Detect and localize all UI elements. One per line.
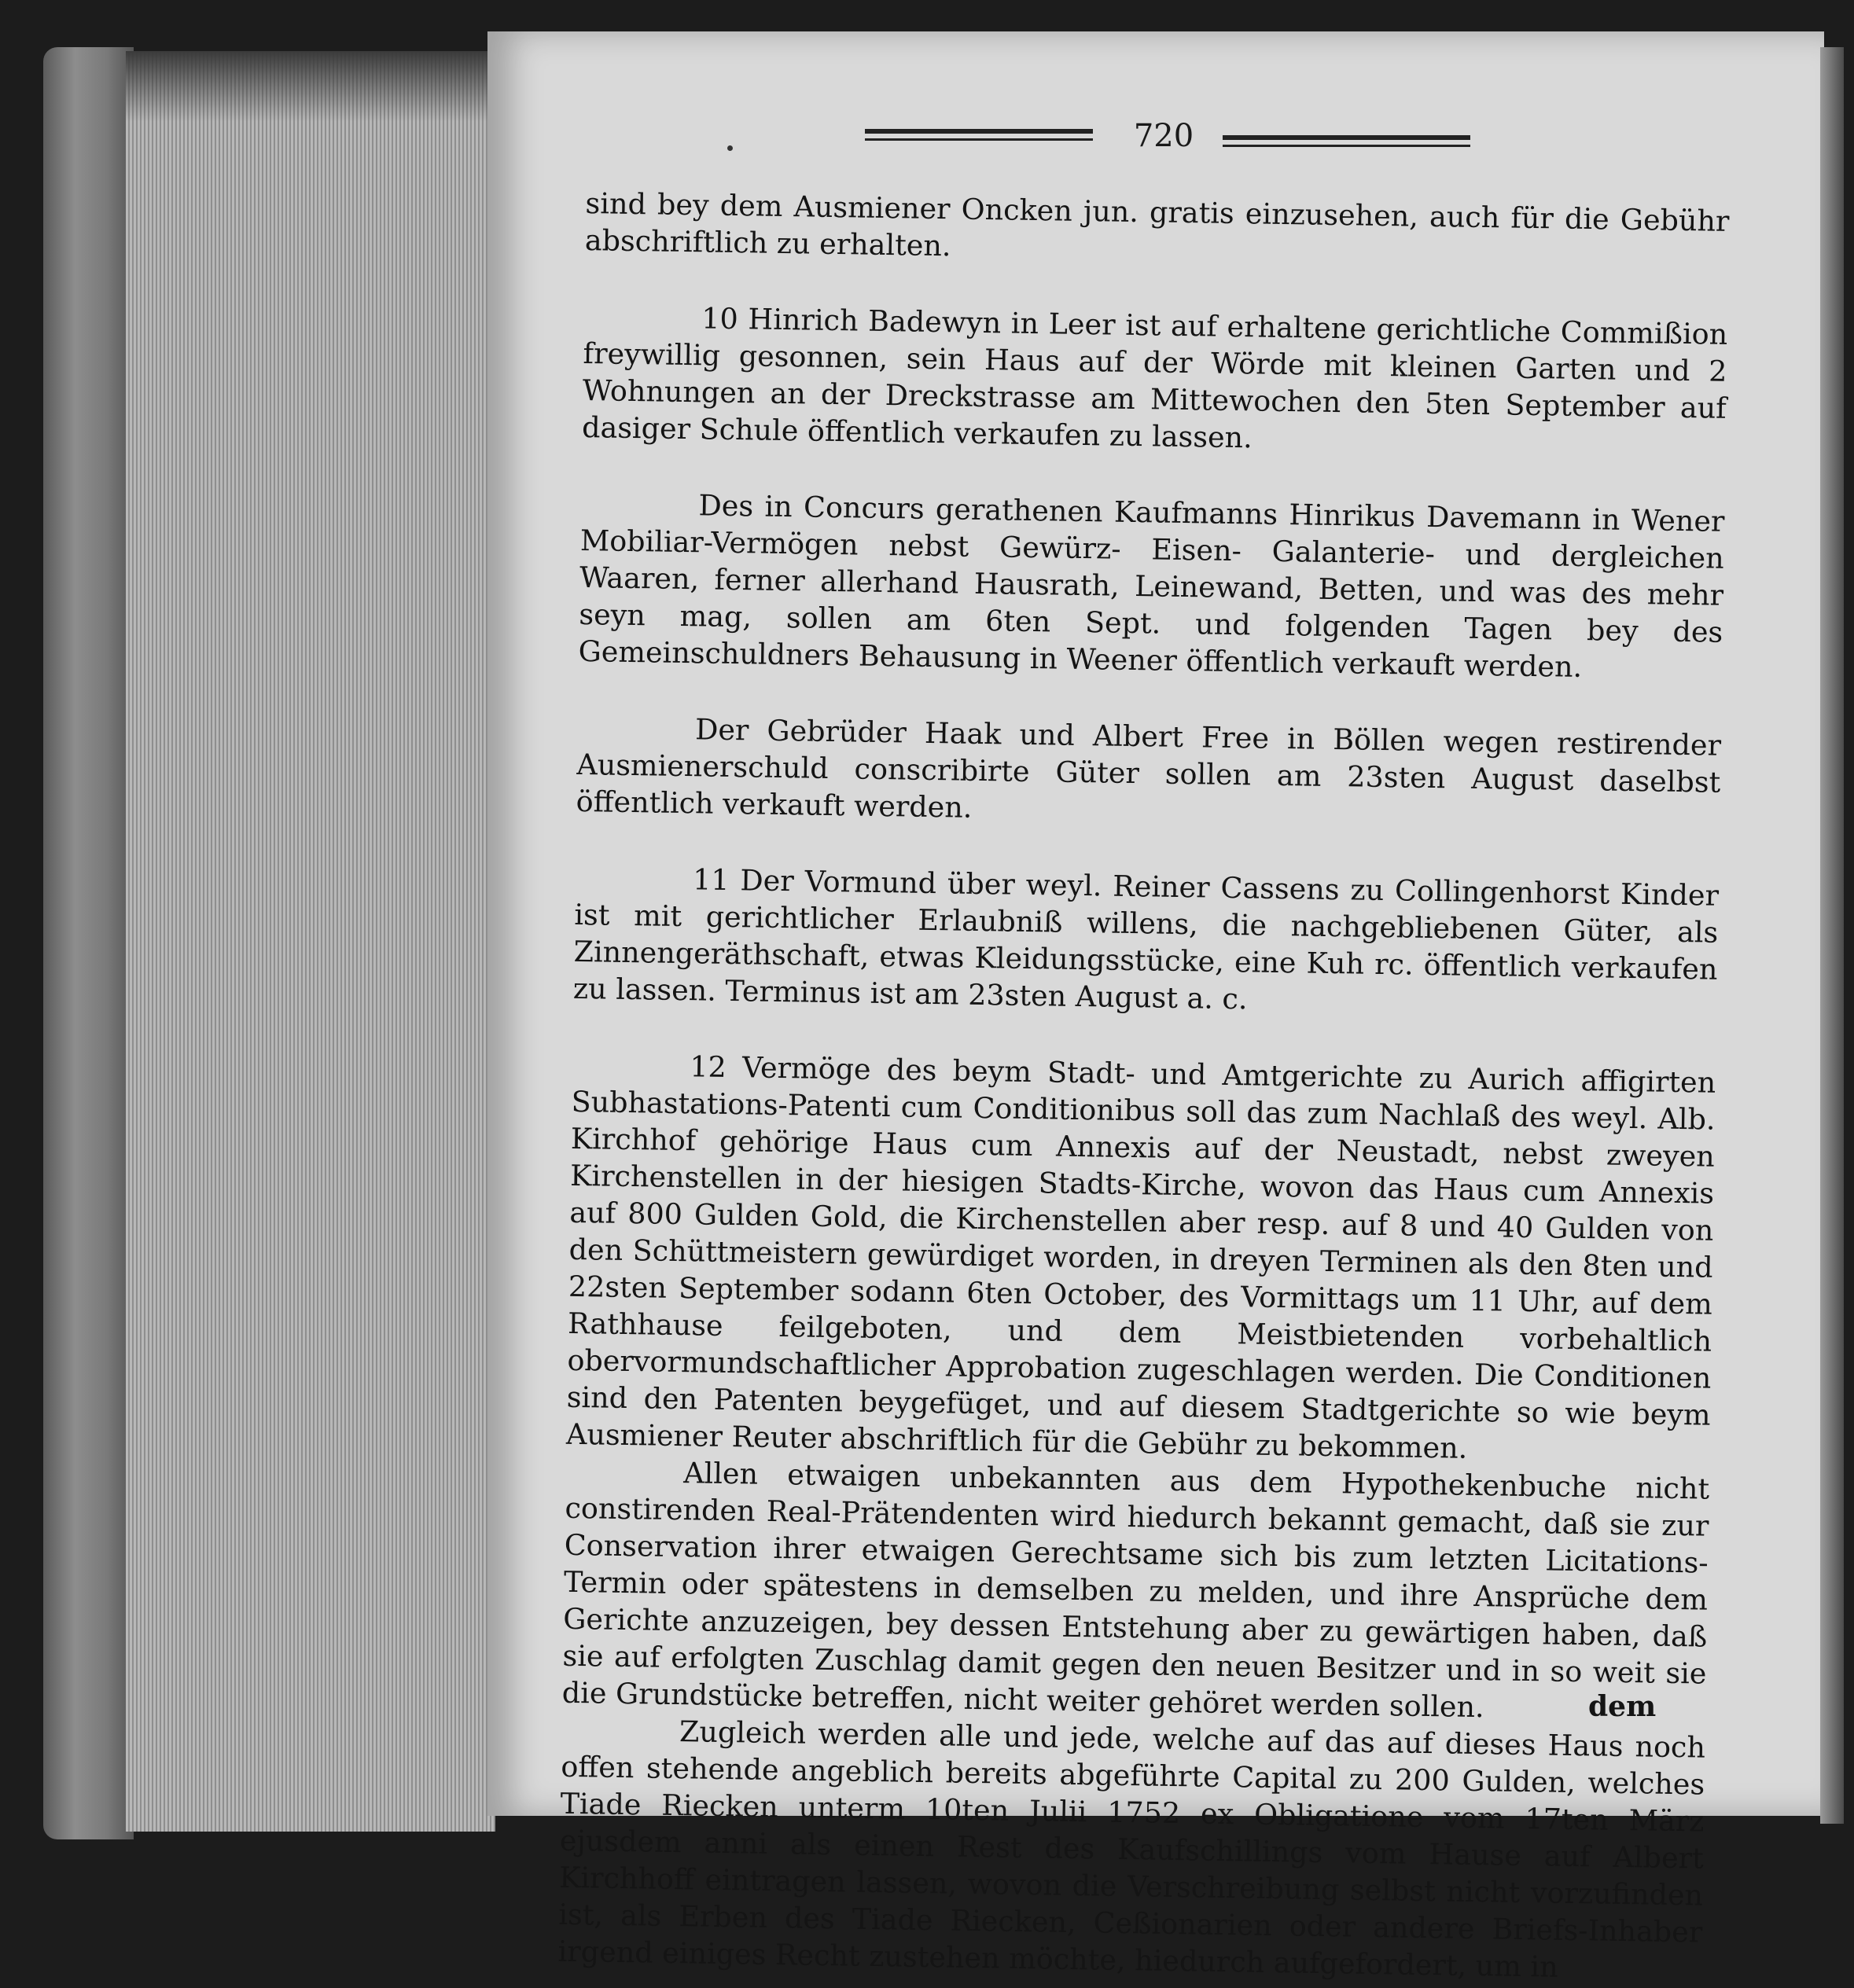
page-text: [557, 185, 1729, 1988]
header-rule-left: [865, 129, 1093, 134]
notice-12-pretendents: Allen etwaigen unbekannten aus dem Hypothekenbuche nicht constirenden Real-Prätendenten wird hiedurch bekannt gemacht, daß sie zur Conservation ihrer etwaigen Gerechtsame sich bis zum letzten Licitations-Termin oder spätestens in demselben zu melden, und ihre Ansprüche dem Gerichte anzuzeigen, bey dessen Entstehung aber zu gewärtigen haben, daß sie auf erfolgten Zuschlag damit gegen den neuen Besitzer und in so weit sie die Grundstücke betreffen, nicht weiter gehöret werden sollen.: [561, 1456, 1710, 1725]
notice-davemann: Des in Concurs gerathenen Kaufmanns Hinrikus Davemann in Wener Mobiliar-Vermögen nebst Gewürz- Eisen- Galanterie- und dergleichen Waaren, ferner allerhand Hausrath, Leinewand, Betten, und was des mehr seyn mag, sollen am 6ten Sept. und folgenden Tagen bey des Gemeinschuldners Behausung in Weener öffentlich verkauft werden.: [578, 488, 1725, 684]
page-block-edges: [126, 51, 495, 1832]
notice-10: 10 Hinrich Badewyn in Leer ist auf erhaltene gerichtliche Commißion freywillig gesonnen, sein Haus auf der Wörde mit kleinen Garten und 2 Wohnungen an der Dreckstrasse am Mittewochen den 5ten September auf dasiger Schule öffentlich verkaufen zu lassen.: [581, 301, 1728, 455]
book-cover-edge: [43, 47, 134, 1839]
header-rule-right: [1223, 135, 1470, 140]
right-page-edge: [1820, 47, 1844, 1824]
notice-12: 12 Vermöge des beym Stadt- und Amtgerichte zu Aurich affigirten Subhastations-Patenti cum Conditionibus soll das zum Nachlaß des weyl. Alb. Kirchhof gehörige Haus cum Annexis auf der Neustadt, nebst zweyen Kirchenstellen in der hiesigen Stadts-Kirche, wovon das Haus cum Annexis auf 800 Gulden Gold, die Kirchenstellen aber resp. auf 8 und 40 Gulden von den Schüttmeistern gewürdiget worden, in dreyen Terminen als den 8ten und 22sten September sodann 6ten October, des Vormittags um 11 Uhr, auf dem Rathhause feilgeboten, und dem Meistbietenden vorbehaltlich obervormundschaftlicher Approbation zugeschlagen werden. Die Conditionen sind den Patenten beygefüget, und auf diesem Stadtgerichte so wie beym Ausmiener Reuter abschriftlich für die Gebühr zu bekommen.: [565, 1049, 1716, 1465]
notice-12-creditors: Zugleich werden alle und jede, welche auf das auf dieses Haus noch offen stehende angeblich bereits abgeführte Capital zu 200 Gulden, welches Tiade Riecken unterm 10ten Julii 1752 ex Obligatione vom 17ten März ejusdem anni als einen Rest des Kaufschillings vom Hause auf Albert Kirchhoff eintragen lassen, wovon die Verschreibung selbst nicht vorzufinden ist, als Erben des Tiade Riecken, Ceßionarien oder andere Briefs-Inhaber irgend einiges Recht zustehen möchte, hiedurch aufgefordert, um in: [557, 1714, 1706, 1984]
notice-haak-free: Der Gebrüder Haak und Albert Free in Böllen wegen restirender Ausmienerschuld conscribirte Güter sollen am 23sten August daselbst öffentlich verkauft werden.: [576, 712, 1722, 825]
header-rule-left-thin: [865, 138, 1093, 141]
paragraph-continuation: sind bey dem Ausmiener Oncken jun. gratis einzusehen, auch für die Gebühr abschriftlich zu erhalten.: [584, 186, 1730, 263]
catchword: dem: [1588, 1690, 1657, 1723]
ink-dot: [727, 145, 733, 151]
page-header: [865, 118, 1470, 165]
header-rule-right-thin: [1223, 145, 1470, 147]
page-number: 720: [1133, 118, 1194, 154]
notice-11: 11 Der Vormund über weyl. Reiner Cassens zu Collingenhorst Kinder ist mit gerichtlicher Erlaubniß willens, die nachgebliebenen Güter, als Zinnengeräthschaft, etwas Kleidungsstücke, eine Kuh rc. öffentlich verkaufen zu lassen. Terminus ist am 23sten August a. c.: [572, 862, 1720, 1016]
